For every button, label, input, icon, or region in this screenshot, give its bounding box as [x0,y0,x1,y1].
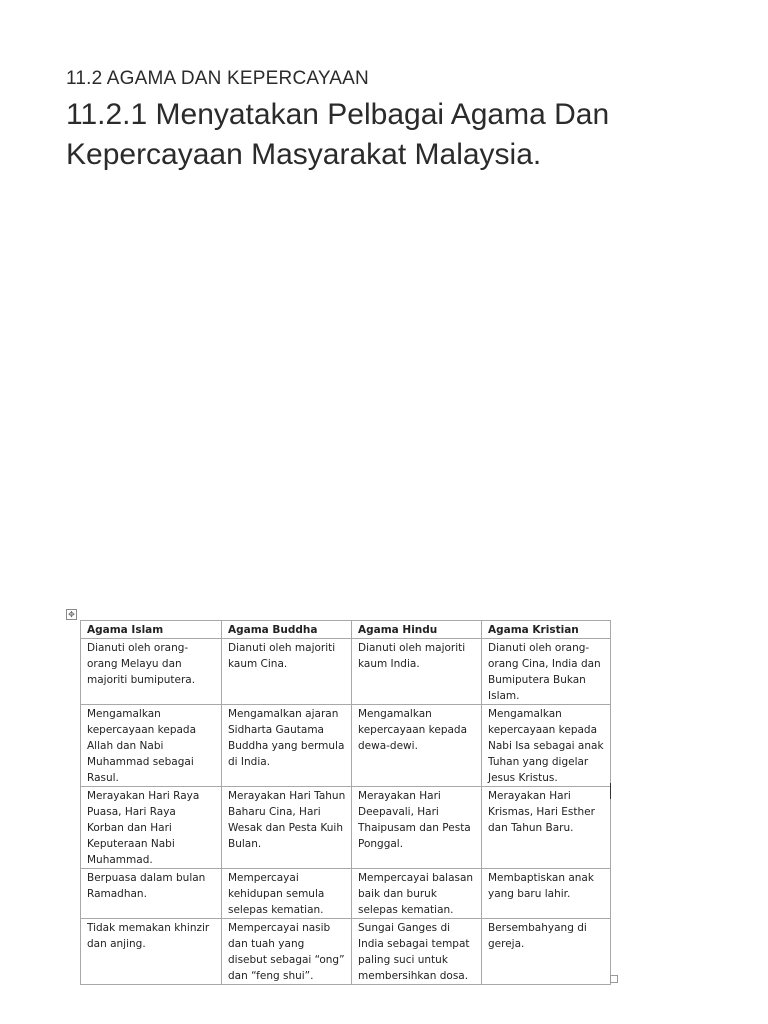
table-cell[interactable]: Mempercayai kehidupan semula selepas kematian. [222,869,352,919]
table-cell[interactable]: Tidak memakan khinzir dan anjing. [81,919,222,985]
table-cell[interactable]: Merayakan Hari Raya Puasa, Hari Raya Korban dan Hari Keputeraan Nabi Muhammad. [81,787,222,869]
table-row [81,869,611,919]
column-header-kristian: Agama Kristian [482,621,611,639]
table-cell[interactable]: Merayakan Hari Krismas, Hari Esther dan Tahun Baru. [482,787,611,869]
table-row [81,705,611,787]
table-cell[interactable]: Mengamalkan kepercayaan kepada Nabi Isa sebagai anak Tuhan yang digelar Jesus Kristus. [482,705,611,787]
table-cell[interactable]: Mengamalkan kepercayaan kepada dewa-dewi. [352,705,482,787]
table-cell[interactable]: Dianuti oleh majoriti kaum Cina. [222,639,352,705]
table-row [81,787,611,869]
table-cell[interactable]: Dianuti oleh orang-orang Melayu dan majoriti bumiputera. [81,639,222,705]
table-cell[interactable]: Bersembahyang di gereja. [482,919,611,985]
table-cell[interactable]: Dianuti oleh majoriti kaum India. [352,639,482,705]
text-cursor [610,783,611,799]
table-cell[interactable]: Dianuti oleh orang-orang Cina, India dan Bumiputera Bukan Islam. [482,639,611,705]
table-resize-handle[interactable] [610,975,618,983]
column-header-buddha: Agama Buddha [222,621,352,639]
table-cell[interactable]: Mempercayai balasan baik dan buruk selepas kematian. [352,869,482,919]
table-cell[interactable]: Berpuasa dalam bulan Ramadhan. [81,869,222,919]
table-row [81,639,611,705]
table-cell[interactable]: Membaptiskan anak yang baru lahir. [482,869,611,919]
page-title: 11.2.1 Menyatakan Pelbagai Agama Dan Kepercayaan Masyarakat Malaysia. [66,98,610,171]
table-cell[interactable]: Mengamalkan ajaran Sidharta Gautama Buddha yang bermula di India. [222,705,352,787]
table-cell[interactable]: Sungai Ganges di India sebagai tempat paling suci untuk membersihkan dosa. [352,919,482,985]
table-move-handle-icon[interactable]: ✥ [66,609,77,620]
column-header-hindu: Agama Hindu [352,621,482,639]
religion-table [80,620,611,985]
table-cell[interactable]: Mempercayai nasib dan tuah yang disebut sebagai “ong” dan “feng shui”. [222,919,352,985]
section-heading: 11.2 AGAMA DAN KEPERCAYAAN [66,68,369,89]
table-cell[interactable]: Merayakan Hari Deepavali, Hari Thaipusam dan Pesta Ponggal. [352,787,482,869]
table-header-row [81,621,611,639]
table-cell[interactable]: Merayakan Hari Tahun Baharu Cina, Hari Wesak dan Pesta Kuih Bulan. [222,787,352,869]
table-cell[interactable]: Mengamalkan kepercayaan kepada Allah dan Nabi Muhammad sebagai Rasul. [81,705,222,787]
table-row [81,919,611,985]
column-header-islam: Agama Islam [81,621,222,639]
